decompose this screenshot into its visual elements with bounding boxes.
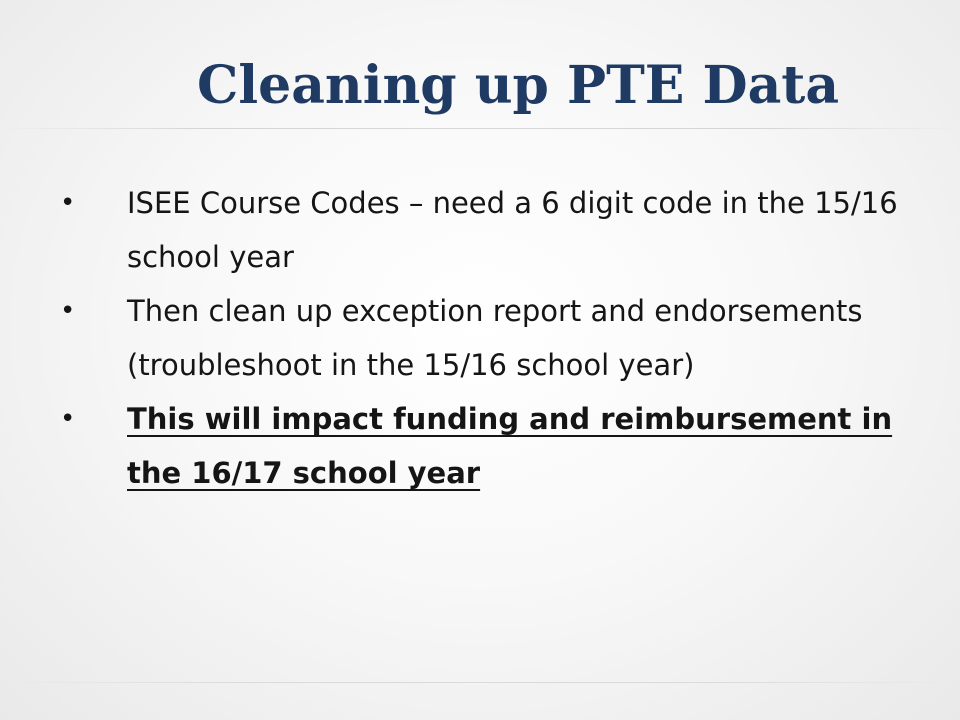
bullet-list bbox=[60, 176, 920, 500]
bullet-item-course-codes bbox=[60, 176, 920, 284]
bullet-item-funding-impact bbox=[60, 392, 920, 500]
bullet-icon: • bbox=[60, 188, 76, 218]
bullet-text: ISEE Course Codes – need a 6 digit code in the 15/16 school year bbox=[127, 186, 898, 274]
slide-title: Cleaning up PTE Data bbox=[196, 55, 840, 116]
bullet-text: Then clean up exception report and endorsements (troubleshoot in the 15/16 school year) bbox=[127, 294, 863, 382]
bullet-icon: • bbox=[60, 296, 76, 326]
bullet-item-exception-report bbox=[60, 284, 920, 392]
footer-divider bbox=[0, 682, 960, 683]
title-divider bbox=[0, 128, 960, 129]
bullet-icon: • bbox=[60, 404, 76, 434]
bullet-text-emphasized: This will impact funding and reimbursement in the 16/17 school year bbox=[127, 402, 893, 490]
